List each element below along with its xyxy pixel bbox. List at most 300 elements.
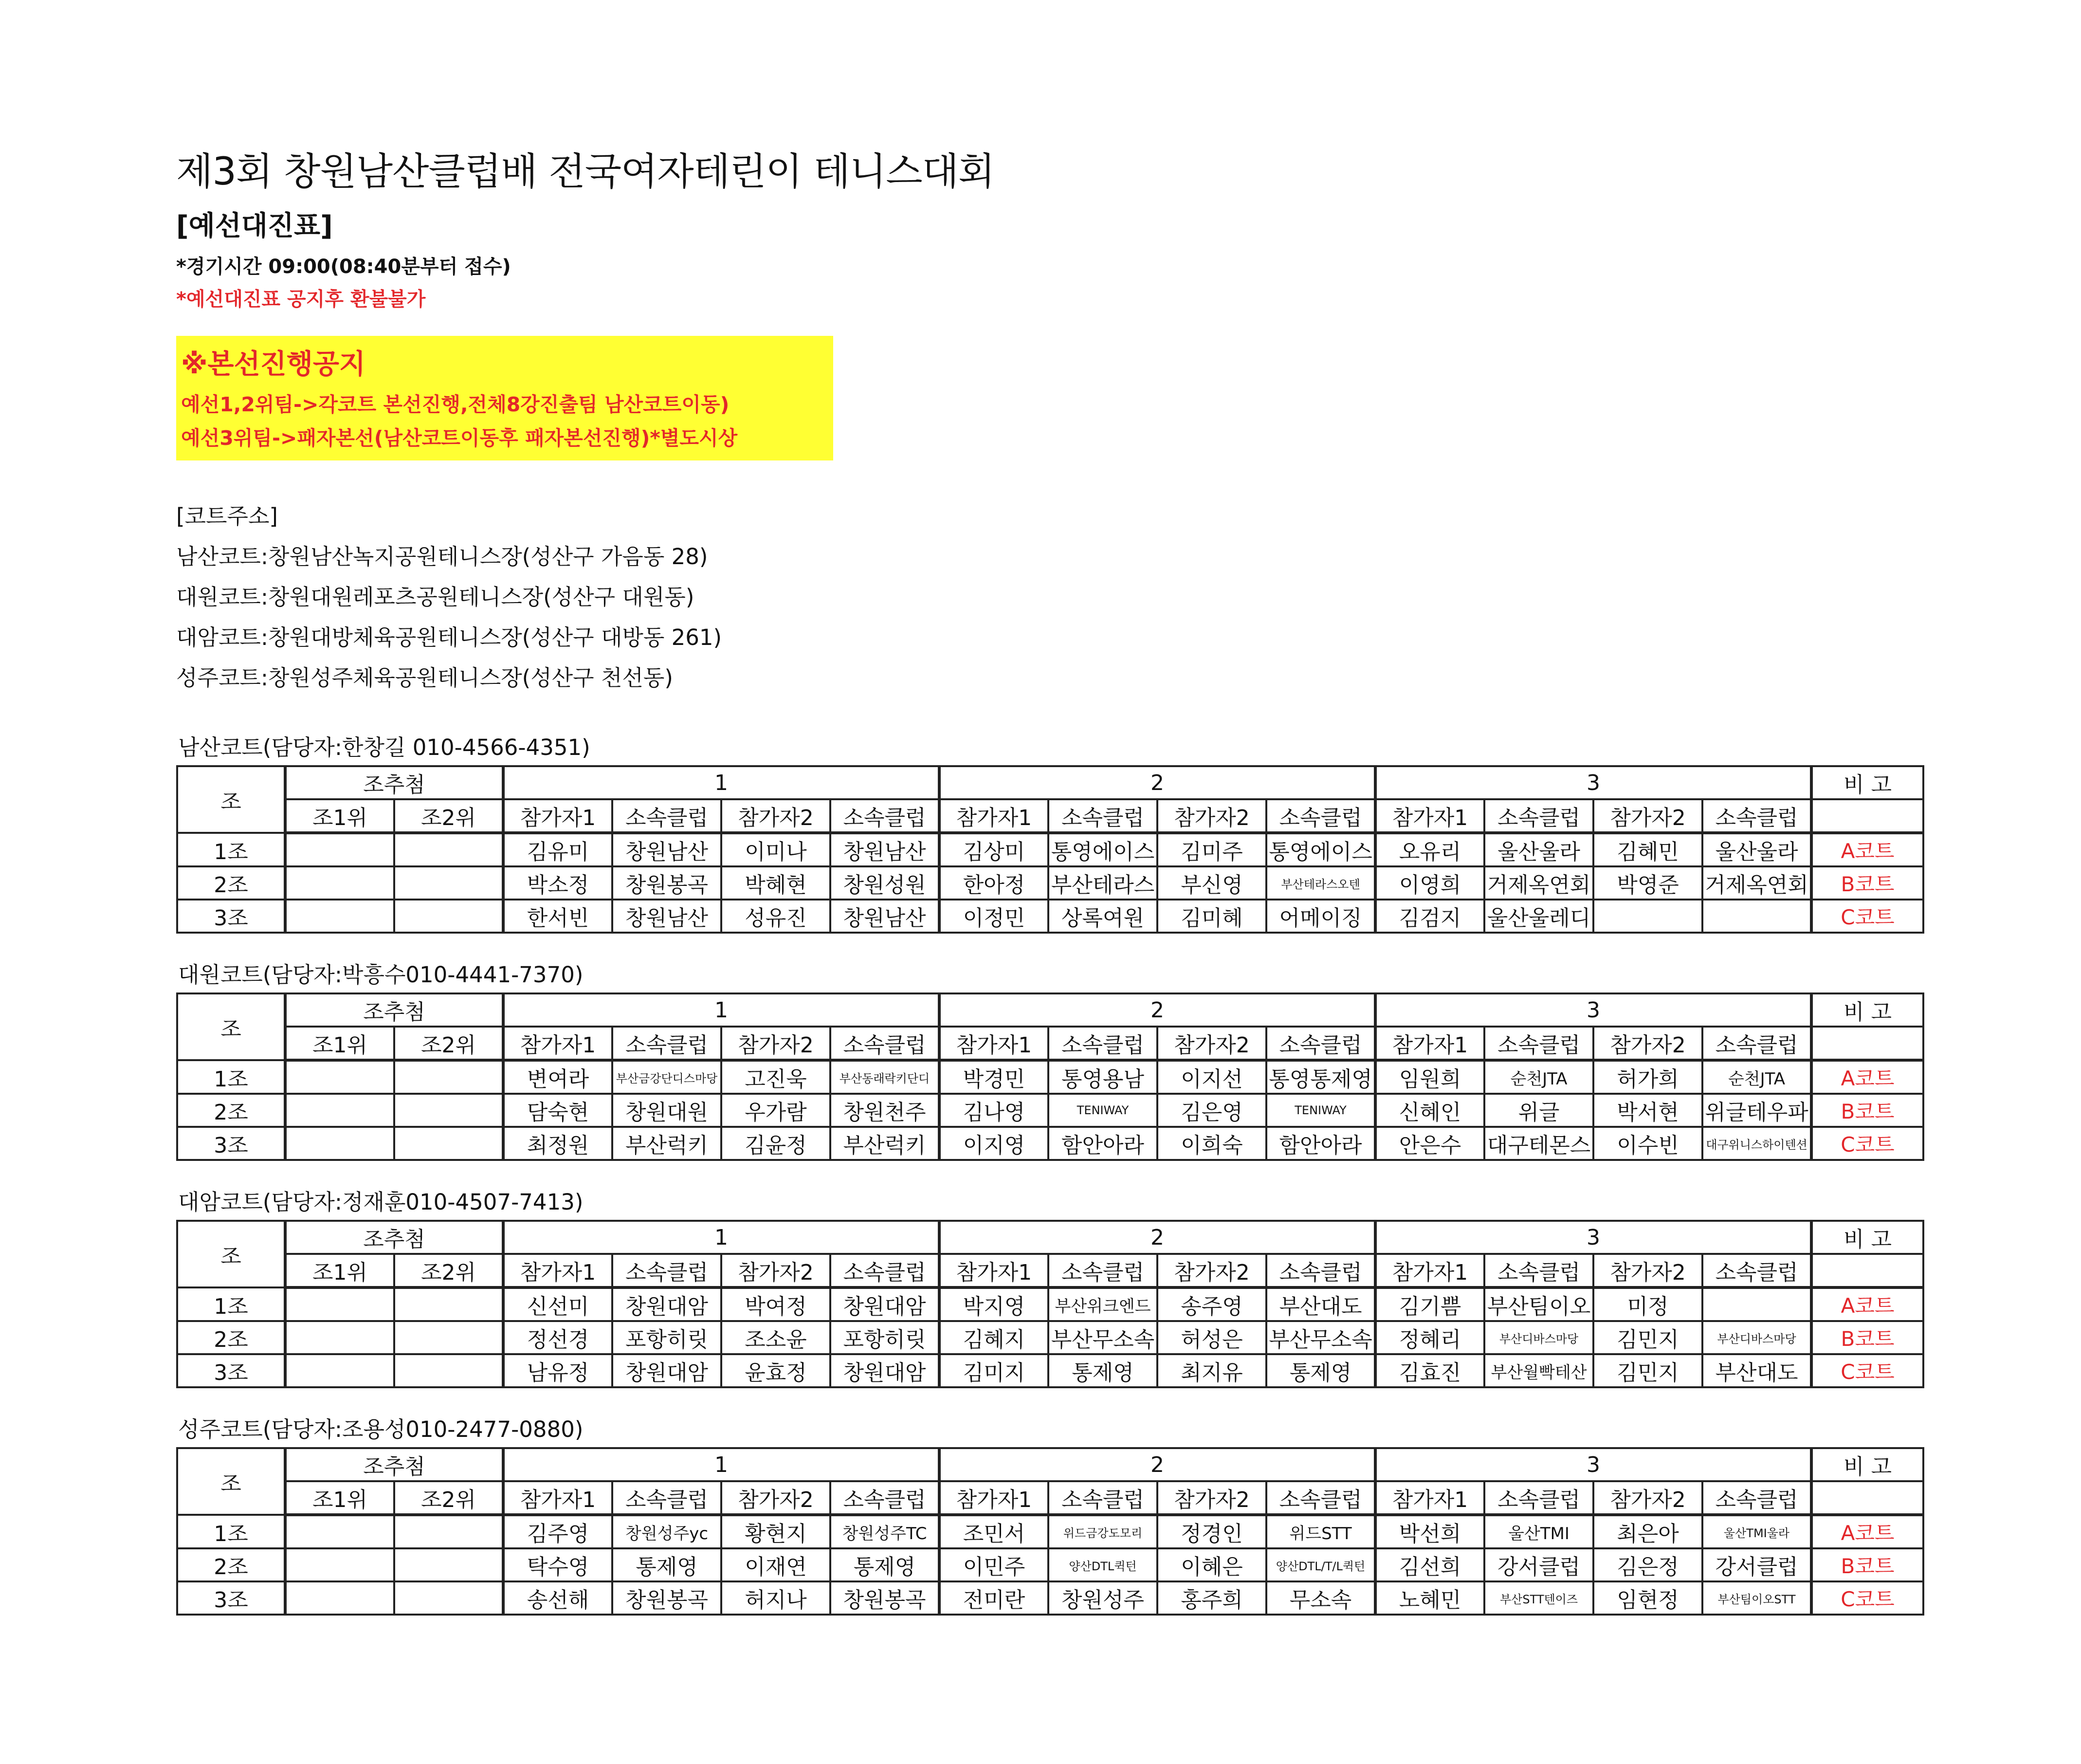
group-cell: 3조 xyxy=(177,1127,285,1160)
header-team-1: 1 xyxy=(503,1221,939,1254)
club-cell: 양산DTL/T/L퀵턴 xyxy=(1266,1548,1375,1581)
club-cell: 부산금강단디스마당 xyxy=(612,1060,721,1094)
header-club: 소속클럽 xyxy=(1048,799,1157,833)
header-remark: 비 고 xyxy=(1811,993,1923,1027)
club-cell: 거제옥연회 xyxy=(1702,866,1811,900)
group-cell: 2조 xyxy=(177,866,285,900)
player2-cell: 김은정 xyxy=(1593,1548,1702,1581)
second-place-cell xyxy=(394,1321,503,1354)
player1-cell: 신혜인 xyxy=(1375,1094,1484,1127)
address-line: 성주코트:창원성주체육공원테니스장(성산구 천선동) xyxy=(176,665,673,691)
court-label: 남산코트(담당자:한창길 010-4566-4351) xyxy=(178,735,590,760)
header-club: 소속클럽 xyxy=(1702,1254,1811,1287)
club-cell: 부산대도 xyxy=(1702,1354,1811,1387)
header-club: 소속클럽 xyxy=(1048,1027,1157,1060)
bracket-row xyxy=(177,1581,1923,1615)
header-player1: 참가자1 xyxy=(503,1481,612,1515)
header-club: 소속클럽 xyxy=(1702,799,1811,833)
player1-cell: 탁수영 xyxy=(503,1548,612,1581)
player1-cell: 정선경 xyxy=(503,1321,612,1354)
header-club: 소속클럽 xyxy=(1484,799,1593,833)
player2-cell: 최은아 xyxy=(1593,1515,1702,1548)
refund-note: *예선대진표 공지후 환불불가 xyxy=(176,288,426,311)
header-player1: 참가자1 xyxy=(1375,1027,1484,1060)
club-cell: 창원성주 xyxy=(1048,1581,1157,1615)
first-place-cell xyxy=(285,1354,394,1387)
header-player2: 참가자2 xyxy=(721,799,830,833)
court-brackets xyxy=(176,730,1918,1616)
club-cell: 부산디바스마당 xyxy=(1484,1321,1593,1354)
club-cell: 창원봉곡 xyxy=(612,866,721,900)
club-cell: 함안아라 xyxy=(1048,1127,1157,1160)
group-cell: 1조 xyxy=(177,1515,285,1548)
player2-cell: 부신영 xyxy=(1157,866,1266,900)
court-label: 성주코트(담당자:조용성010-2477-0880) xyxy=(178,1416,584,1442)
club-cell: 창원남산 xyxy=(830,900,939,933)
bracket-row xyxy=(177,833,1923,866)
header-player2: 참가자2 xyxy=(1593,799,1702,833)
club-cell xyxy=(1702,1287,1811,1321)
header-team-2: 2 xyxy=(939,1221,1375,1254)
header-team-1: 1 xyxy=(503,993,939,1027)
club-cell: 창원성원 xyxy=(830,866,939,900)
header-club: 소속클럽 xyxy=(1266,799,1375,833)
bracket-row xyxy=(177,1321,1923,1354)
header-player2: 참가자2 xyxy=(1157,1481,1266,1515)
header-player1: 참가자1 xyxy=(939,1254,1048,1287)
club-cell: 창원대암 xyxy=(612,1287,721,1321)
player2-cell: 허성은 xyxy=(1157,1321,1266,1354)
player1-cell: 안은수 xyxy=(1375,1127,1484,1160)
player1-cell: 송선해 xyxy=(503,1581,612,1615)
header-remark-blank xyxy=(1811,1254,1923,1287)
player1-cell: 한아정 xyxy=(939,866,1048,900)
bracket-row xyxy=(177,1287,1923,1321)
first-place-cell xyxy=(285,1060,394,1094)
header-first-place: 조1위 xyxy=(285,1027,394,1060)
player2-cell: 박서현 xyxy=(1593,1094,1702,1127)
club-cell: 창원성주TC xyxy=(830,1515,939,1548)
player1-cell: 김기쁨 xyxy=(1375,1287,1484,1321)
header-remark: 비 고 xyxy=(1811,766,1923,799)
second-place-cell xyxy=(394,1515,503,1548)
address-line: 대암코트:창원대방체육공원테니스장(성산구 대방동 261) xyxy=(176,625,722,650)
header-club: 소속클럽 xyxy=(1702,1027,1811,1060)
player1-cell: 전미란 xyxy=(939,1581,1048,1615)
player2-cell: 임현정 xyxy=(1593,1581,1702,1615)
header-remark: 비 고 xyxy=(1811,1221,1923,1254)
club-cell: 창원남산 xyxy=(612,900,721,933)
address-line: 대원코트:창원대원레포츠공원테니스장(성산구 대원동) xyxy=(176,584,694,610)
first-place-cell xyxy=(285,1548,394,1581)
player2-cell: 김혜민 xyxy=(1593,833,1702,866)
club-cell: 통제영 xyxy=(1048,1354,1157,1387)
header-team-1: 1 xyxy=(503,766,939,799)
bracket-table xyxy=(176,765,1924,934)
club-cell: 창원천주 xyxy=(830,1094,939,1127)
bracket-row xyxy=(177,1094,1923,1127)
notice-line-1: 예선1,2위팀->각코트 본선진행,전체8강진출팀 남산코트이동) xyxy=(181,393,730,416)
player1-cell: 이영희 xyxy=(1375,866,1484,900)
remark-cell: A코트 xyxy=(1811,1287,1923,1321)
header-player2: 참가자2 xyxy=(1157,1254,1266,1287)
club-cell: 위글 xyxy=(1484,1094,1593,1127)
header-player2: 참가자2 xyxy=(721,1481,830,1515)
header-club: 소속클럽 xyxy=(1266,1027,1375,1060)
notice-line-2: 예선3위팀->패자본선(남산코트이동후 패자본선진행)*별도시상 xyxy=(181,426,738,450)
header-club: 소속클럽 xyxy=(612,1481,721,1515)
club-cell: 통영통제영 xyxy=(1266,1060,1375,1094)
player2-cell: 허지나 xyxy=(721,1581,830,1615)
club-cell: 강서클럽 xyxy=(1702,1548,1811,1581)
player2-cell: 박여정 xyxy=(721,1287,830,1321)
club-cell: 부산월빡테산 xyxy=(1484,1354,1593,1387)
address-line: 남산코트:창원남산녹지공원테니스장(성산구 가음동 28) xyxy=(176,544,708,570)
first-place-cell xyxy=(285,866,394,900)
header-remark: 비 고 xyxy=(1811,1448,1923,1481)
player2-cell xyxy=(1593,900,1702,933)
club-cell: 부산럭키 xyxy=(830,1127,939,1160)
header-player2: 참가자2 xyxy=(721,1027,830,1060)
club-cell: 양산DTL퀵턴 xyxy=(1048,1548,1157,1581)
remark-cell: A코트 xyxy=(1811,833,1923,866)
header-first-place: 조1위 xyxy=(285,1254,394,1287)
club-cell: 어메이징 xyxy=(1266,900,1375,933)
header-club: 소속클럽 xyxy=(612,1027,721,1060)
club-cell: 창원대암 xyxy=(612,1354,721,1387)
player1-cell: 변여라 xyxy=(503,1060,612,1094)
header-club: 소속클럽 xyxy=(1048,1481,1157,1515)
header-club: 소속클럽 xyxy=(830,1027,939,1060)
club-cell: 창원대원 xyxy=(612,1094,721,1127)
club-cell: 통제영 xyxy=(1266,1354,1375,1387)
header-club: 소속클럽 xyxy=(1702,1481,1811,1515)
player1-cell: 이정민 xyxy=(939,900,1048,933)
header-club: 소속클럽 xyxy=(1048,1254,1157,1287)
second-place-cell xyxy=(394,1548,503,1581)
player2-cell: 이미나 xyxy=(721,833,830,866)
header-team-3: 3 xyxy=(1375,993,1811,1027)
remark-cell: B코트 xyxy=(1811,1094,1923,1127)
player1-cell: 노혜민 xyxy=(1375,1581,1484,1615)
club-cell: 울산울레디 xyxy=(1484,900,1593,933)
club-cell: 부산STT텐이즈 xyxy=(1484,1581,1593,1615)
second-place-cell xyxy=(394,1287,503,1321)
player1-cell: 박선희 xyxy=(1375,1515,1484,1548)
club-cell: 통영에이스 xyxy=(1048,833,1157,866)
first-place-cell xyxy=(285,1127,394,1160)
first-place-cell xyxy=(285,1094,394,1127)
header-club: 소속클럽 xyxy=(612,1254,721,1287)
club-cell: 대구위니스하이텐션 xyxy=(1702,1127,1811,1160)
player1-cell: 김나영 xyxy=(939,1094,1048,1127)
club-cell: 부산대도 xyxy=(1266,1287,1375,1321)
player2-cell: 김미주 xyxy=(1157,833,1266,866)
club-cell: 울산TMI xyxy=(1484,1515,1593,1548)
header-player1: 참가자1 xyxy=(1375,799,1484,833)
header-team-1: 1 xyxy=(503,1448,939,1481)
group-cell: 1조 xyxy=(177,1060,285,1094)
header-group: 조 xyxy=(177,1448,285,1515)
document-subtitle: [예선대진표] xyxy=(176,210,333,242)
address-header: [코트주소] xyxy=(176,503,278,529)
header-second-place: 조2위 xyxy=(394,1254,503,1287)
bracket-table xyxy=(176,992,1924,1161)
header-remark-blank xyxy=(1811,1027,1923,1060)
player1-cell: 최정원 xyxy=(503,1127,612,1160)
bracket-row xyxy=(177,1354,1923,1387)
header-player2: 참가자2 xyxy=(721,1254,830,1287)
remark-cell: A코트 xyxy=(1811,1060,1923,1094)
header-club: 소속클럽 xyxy=(1484,1481,1593,1515)
club-cell: 창원대암 xyxy=(830,1287,939,1321)
header-player2: 참가자2 xyxy=(1593,1481,1702,1515)
player1-cell: 김주영 xyxy=(503,1515,612,1548)
player2-cell: 고진욱 xyxy=(721,1060,830,1094)
club-cell: 부산팀이오STT xyxy=(1702,1581,1811,1615)
player2-cell: 김민지 xyxy=(1593,1321,1702,1354)
player1-cell: 박지영 xyxy=(939,1287,1048,1321)
header-group: 조 xyxy=(177,1221,285,1287)
second-place-cell xyxy=(394,1094,503,1127)
remark-cell: C코트 xyxy=(1811,1354,1923,1387)
header-player2: 참가자2 xyxy=(1157,799,1266,833)
first-place-cell xyxy=(285,1321,394,1354)
player1-cell: 임원희 xyxy=(1375,1060,1484,1094)
club-cell: 대구테몬스 xyxy=(1484,1127,1593,1160)
header-club: 소속클럽 xyxy=(1266,1254,1375,1287)
court-label: 대암코트(담당자:정재훈010-4507-7413) xyxy=(178,1189,584,1215)
player2-cell: 이재연 xyxy=(721,1548,830,1581)
second-place-cell xyxy=(394,1354,503,1387)
club-cell: 창원봉곡 xyxy=(830,1581,939,1615)
header-team-3: 3 xyxy=(1375,1221,1811,1254)
club-cell: 창원남산 xyxy=(830,833,939,866)
header-picks: 조추첨 xyxy=(285,1221,503,1254)
club-cell: 창원남산 xyxy=(612,833,721,866)
group-cell: 2조 xyxy=(177,1548,285,1581)
player1-cell: 김미지 xyxy=(939,1354,1048,1387)
header-club: 소속클럽 xyxy=(1484,1027,1593,1060)
header-player1: 참가자1 xyxy=(1375,1254,1484,1287)
remark-cell: A코트 xyxy=(1811,1515,1923,1548)
header-second-place: 조2위 xyxy=(394,1481,503,1515)
club-cell: 순천JTA xyxy=(1484,1060,1593,1094)
bracket-row xyxy=(177,1548,1923,1581)
header-remark-blank xyxy=(1811,1481,1923,1515)
club-cell: 통제영 xyxy=(612,1548,721,1581)
player1-cell: 김혜지 xyxy=(939,1321,1048,1354)
club-cell: 부산팀이오 xyxy=(1484,1287,1593,1321)
bracket-table xyxy=(176,1447,1924,1616)
club-cell: 울산울라 xyxy=(1484,833,1593,866)
club-cell: 부산테라스 xyxy=(1048,866,1157,900)
club-cell: 부산동래락키단디 xyxy=(830,1060,939,1094)
club-cell: 부산테라스오텐 xyxy=(1266,866,1375,900)
second-place-cell xyxy=(394,1060,503,1094)
group-cell: 3조 xyxy=(177,900,285,933)
player2-cell: 허가희 xyxy=(1593,1060,1702,1094)
player2-cell: 박혜현 xyxy=(721,866,830,900)
player2-cell: 김윤정 xyxy=(721,1127,830,1160)
header-picks: 조추첨 xyxy=(285,1448,503,1481)
second-place-cell xyxy=(394,1127,503,1160)
player2-cell: 우가람 xyxy=(721,1094,830,1127)
club-cell: 상록여원 xyxy=(1048,900,1157,933)
remark-cell: B코트 xyxy=(1811,1321,1923,1354)
bracket-table xyxy=(176,1220,1924,1388)
player2-cell: 최지유 xyxy=(1157,1354,1266,1387)
header-group: 조 xyxy=(177,766,285,833)
club-cell: TENIWAY xyxy=(1266,1094,1375,1127)
group-cell: 2조 xyxy=(177,1321,285,1354)
player1-cell: 김검지 xyxy=(1375,900,1484,933)
club-cell: 위글테우파 xyxy=(1702,1094,1811,1127)
club-cell: 창원대암 xyxy=(830,1354,939,1387)
player2-cell: 윤효정 xyxy=(721,1354,830,1387)
player1-cell: 담숙현 xyxy=(503,1094,612,1127)
player1-cell: 박경민 xyxy=(939,1060,1048,1094)
remark-cell: B코트 xyxy=(1811,866,1923,900)
player2-cell: 황현지 xyxy=(721,1515,830,1548)
player1-cell: 정혜리 xyxy=(1375,1321,1484,1354)
court-address-list xyxy=(176,498,1918,692)
header-player1: 참가자1 xyxy=(939,1481,1048,1515)
club-cell: 부산럭키 xyxy=(612,1127,721,1160)
second-place-cell xyxy=(394,900,503,933)
player2-cell: 김민지 xyxy=(1593,1354,1702,1387)
club-cell: 강서클럽 xyxy=(1484,1548,1593,1581)
player2-cell: 이희숙 xyxy=(1157,1127,1266,1160)
remark-cell: B코트 xyxy=(1811,1548,1923,1581)
header-player2: 참가자2 xyxy=(1157,1027,1266,1060)
header-team-3: 3 xyxy=(1375,1448,1811,1481)
club-cell: 위드금강도모리 xyxy=(1048,1515,1157,1548)
first-place-cell xyxy=(285,1515,394,1548)
second-place-cell xyxy=(394,866,503,900)
header-team-2: 2 xyxy=(939,993,1375,1027)
player2-cell: 박영준 xyxy=(1593,866,1702,900)
bracket-row xyxy=(177,866,1923,900)
remark-cell: C코트 xyxy=(1811,1581,1923,1615)
header-first-place: 조1위 xyxy=(285,799,394,833)
remark-cell: C코트 xyxy=(1811,1127,1923,1160)
player1-cell: 박소정 xyxy=(503,866,612,900)
player2-cell: 김은영 xyxy=(1157,1094,1266,1127)
header-player1: 참가자1 xyxy=(939,1027,1048,1060)
header-first-place: 조1위 xyxy=(285,1481,394,1515)
player2-cell: 성유진 xyxy=(721,900,830,933)
club-cell: 순천JTA xyxy=(1702,1060,1811,1094)
club-cell: 창원봉곡 xyxy=(612,1581,721,1615)
header-club: 소속클럽 xyxy=(830,1481,939,1515)
header-player1: 참가자1 xyxy=(1375,1481,1484,1515)
bracket-row xyxy=(177,1127,1923,1160)
header-club: 소속클럽 xyxy=(1484,1254,1593,1287)
header-team-2: 2 xyxy=(939,766,1375,799)
club-cell: 거제옥연회 xyxy=(1484,866,1593,900)
court-section xyxy=(176,1412,1918,1616)
header-second-place: 조2위 xyxy=(394,799,503,833)
club-cell: 통제영 xyxy=(830,1548,939,1581)
header-club: 소속클럽 xyxy=(830,799,939,833)
player1-cell: 김선희 xyxy=(1375,1548,1484,1581)
player1-cell: 이지영 xyxy=(939,1127,1048,1160)
club-cell: 부산무소속 xyxy=(1266,1321,1375,1354)
header-picks: 조추첨 xyxy=(285,993,503,1027)
player1-cell: 신선미 xyxy=(503,1287,612,1321)
header-player1: 참가자1 xyxy=(939,799,1048,833)
match-time-note: *경기시간 09:00(08:40분부터 접수) xyxy=(176,256,511,278)
club-cell: 부산위크엔드 xyxy=(1048,1287,1157,1321)
player2-cell: 이지선 xyxy=(1157,1060,1266,1094)
group-cell: 3조 xyxy=(177,1581,285,1615)
player2-cell: 홍주희 xyxy=(1157,1581,1266,1615)
court-section xyxy=(176,1184,1918,1388)
player1-cell: 김상미 xyxy=(939,833,1048,866)
club-cell: 포항히릿 xyxy=(830,1321,939,1354)
header-player2: 참가자2 xyxy=(1593,1254,1702,1287)
header-second-place: 조2위 xyxy=(394,1027,503,1060)
first-place-cell xyxy=(285,1581,394,1615)
header-picks: 조추첨 xyxy=(285,766,503,799)
bracket-row xyxy=(177,1515,1923,1548)
main-round-notice xyxy=(176,336,833,460)
bracket-row xyxy=(177,1060,1923,1094)
club-cell: 위드STT xyxy=(1266,1515,1375,1548)
bracket-row xyxy=(177,900,1923,933)
club-cell xyxy=(1702,900,1811,933)
group-cell: 1조 xyxy=(177,833,285,866)
club-cell: 통영용남 xyxy=(1048,1060,1157,1094)
second-place-cell xyxy=(394,833,503,866)
player2-cell: 김미혜 xyxy=(1157,900,1266,933)
player2-cell: 이혜은 xyxy=(1157,1548,1266,1581)
player2-cell: 송주영 xyxy=(1157,1287,1266,1321)
remark-cell: C코트 xyxy=(1811,900,1923,933)
first-place-cell xyxy=(285,1287,394,1321)
player1-cell: 김효진 xyxy=(1375,1354,1484,1387)
header-team-3: 3 xyxy=(1375,766,1811,799)
player1-cell: 김유미 xyxy=(503,833,612,866)
club-cell: 울산울라 xyxy=(1702,833,1811,866)
group-cell: 2조 xyxy=(177,1094,285,1127)
group-cell: 1조 xyxy=(177,1287,285,1321)
player2-cell: 조소윤 xyxy=(721,1321,830,1354)
club-cell: 창원성주yc xyxy=(612,1515,721,1548)
club-cell: 통영에이스 xyxy=(1266,833,1375,866)
bracket-document xyxy=(176,141,1918,1616)
document-title: 제3회 창원남산클럽배 전국여자테린이 테니스대회 xyxy=(176,150,995,194)
first-place-cell xyxy=(285,900,394,933)
player1-cell: 조민서 xyxy=(939,1515,1048,1548)
header-club: 소속클럽 xyxy=(830,1254,939,1287)
header-player1: 참가자1 xyxy=(503,1027,612,1060)
club-cell: 부산디바스마당 xyxy=(1702,1321,1811,1354)
club-cell: 함안아라 xyxy=(1266,1127,1375,1160)
club-cell: 포항히릿 xyxy=(612,1321,721,1354)
player1-cell: 남유정 xyxy=(503,1354,612,1387)
club-cell: 부산무소속 xyxy=(1048,1321,1157,1354)
club-cell: 울산TMI울라 xyxy=(1702,1515,1811,1548)
header-remark-blank xyxy=(1811,799,1923,833)
player2-cell: 정경인 xyxy=(1157,1515,1266,1548)
court-label: 대원코트(담당자:박흥수010-4441-7370) xyxy=(178,962,584,988)
group-cell: 3조 xyxy=(177,1354,285,1387)
header-club: 소속클럽 xyxy=(612,799,721,833)
club-cell: TENIWAY xyxy=(1048,1094,1157,1127)
court-section xyxy=(176,730,1918,934)
